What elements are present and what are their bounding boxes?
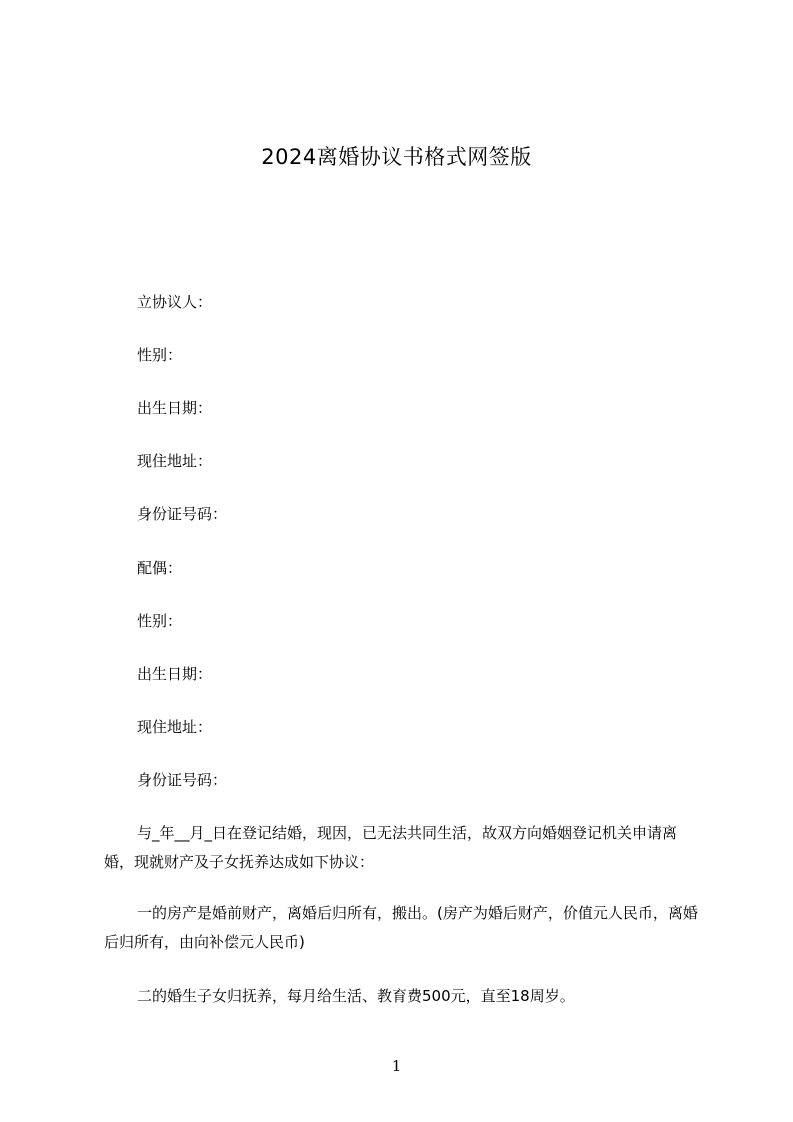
document-title: 2024离婚协议书格式网签版 [261,145,532,169]
paragraph-property-clause: 一的房产是婚前财产，离婚后归所有，搬出。(房产为婚后财产，价值元人民币，离婚后归所有，由向补偿元人民币) [104,904,698,951]
paragraph-marriage-statement: 与_年__月_日在登记结婚，现因，已无法共同生活，故双方向婚姻登记机关申请离婚，现就财产及子女抚养达成如下协议： [104,824,678,871]
page-number: 1 [391,1057,402,1075]
paragraph-child-support-clause: 二的婚生子女归抚养，每月给生活、教育费500元，直至18周岁。 [137,987,575,1005]
party-id-number-field: 身份证号码： [137,505,228,523]
party-birthdate-field: 出生日期： [137,399,213,417]
party-gender-field: 性别： [137,346,183,364]
spouse-gender-field: 性别： [137,612,183,630]
party-address-field: 现住地址： [137,452,213,470]
spouse-id-number-field: 身份证号码： [137,771,228,789]
spouse-address-field: 现住地址： [137,718,213,736]
spouse-birthdate-field: 出生日期： [137,665,213,683]
party-name-field: 立协议人： [137,293,213,311]
spouse-name-field: 配偶： [137,559,183,577]
